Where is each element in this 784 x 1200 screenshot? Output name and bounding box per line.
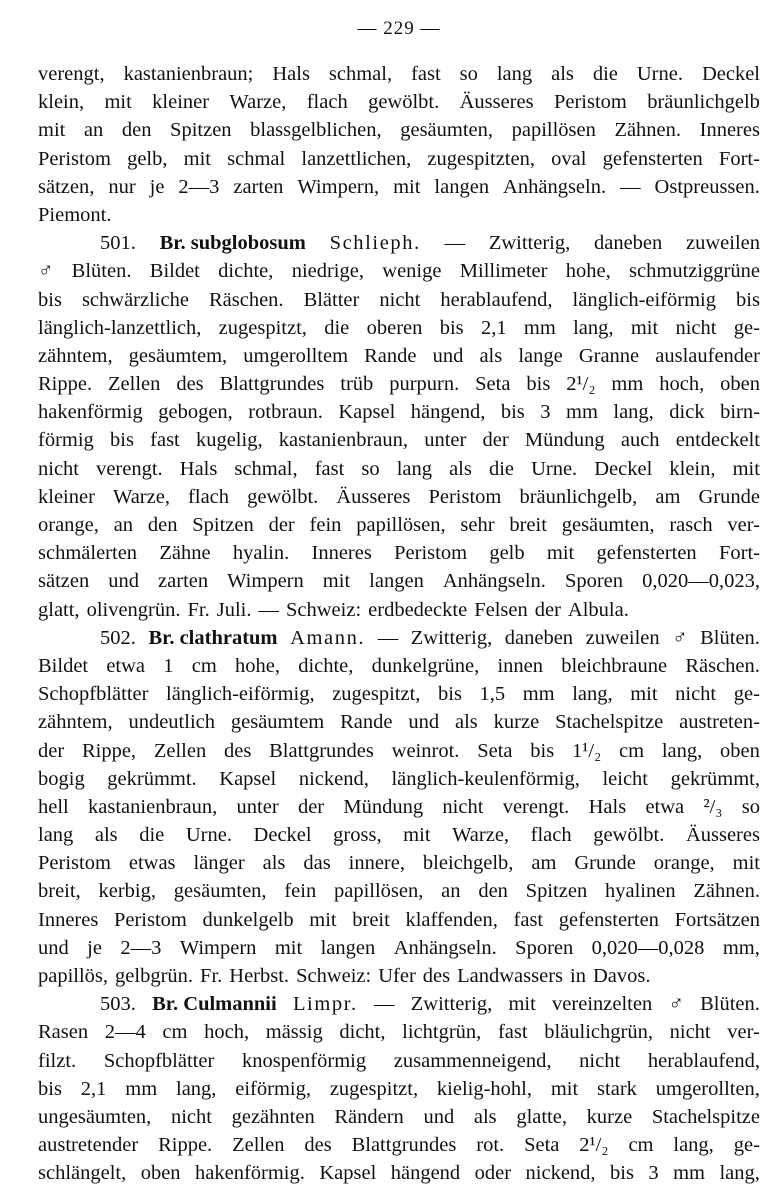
text-line: hakenförmig gebogen, rotbraun. Kapsel hängend, bis 3 mm lang, dick birn-	[38, 401, 760, 424]
text-line: hell kastanienbraun, unter der Mündung nicht verengt. Hals etwa ²/₃ so	[38, 795, 760, 818]
text-line: ungesäumten, nicht gezähnten Rändern und als glatte, kurze Stachelspitze	[38, 1105, 760, 1128]
entry-heading-line: 501. Br. subglobosum Schlieph. — Zwitterig, daneben zuweilen	[38, 229, 760, 257]
text-line: klein, mit kleiner Warze, flach gewölbt. Äusseres Peristom bräunlichgelb	[38, 91, 760, 114]
text-line: zähntem, gesäumtem, umgerolltem Rande und als lange Granne auslaufender	[38, 344, 760, 367]
text-line: breit, kerbig, gesäumten, fein papillösen, an den Spitzen hyalinen Zähnen.	[38, 880, 760, 903]
entry-heading-line: 502. Br. clathratum Amann. — Zwitterig, daneben zuweilen ♂ Blüten.	[38, 624, 760, 652]
text-line: Bildet etwa 1 cm hohe, dichte, dunkelgrüne, innen bleichbraune Räschen.	[38, 654, 760, 677]
text-line: verengt, kastanienbraun; Hals schmal, fast so lang als die Urne. Deckel	[38, 63, 760, 85]
text-line: förmig bis fast kugelig, kastanienbraun, unter der Mündung auch entdeckelt	[38, 429, 760, 452]
text-line: der Rippe, Zellen des Blattgrundes weinrot. Seta bis 1¹/₂ cm lang, oben	[38, 739, 760, 762]
author-name: Schlieph.	[329, 232, 421, 255]
text-line: papillös, gelbgrün. Fr. Herbst. Schweiz: Ufer des Landwassers in Davos.	[38, 965, 651, 987]
paragraph	[38, 60, 760, 229]
text-line: orange, an den Spitzen der fein papillösen, sehr breit gesäumten, rasch ver-	[38, 514, 760, 536]
paragraph	[38, 990, 760, 1187]
text-line: und je 2—3 Wimpern mit langen Anhängseln. Sporen 0,020—0,028 mm,	[38, 936, 760, 959]
text-line: zähntem, undeutlich gesäumtem Rande und als kurze Stachelspitze austreten-	[38, 711, 760, 734]
text-line: nicht verengt. Hals schmal, fast so lang als die Urne. Deckel klein, mit	[38, 457, 760, 480]
author-name: Amann.	[290, 626, 366, 649]
text-line: mit an den Spitzen blassgelblichen, gesäumten, papillösen Zähnen. Inneres	[38, 119, 760, 142]
text-line: ♂ Blüten. Bildet dichte, niedrige, wenige Millimeter hohe, schmutziggrüne	[38, 260, 760, 283]
entry-number: 502.	[100, 626, 136, 649]
text-line: Inneres Peristom dunkelgelb mit breit klaffenden, fast gefensterten Fortsätzen	[38, 908, 760, 931]
text-line: bis 2,1 mm lang, eiförmig, zugespitzt, kielig-hohl, mit stark umgerollten,	[38, 1077, 760, 1100]
author-name: Limpr.	[292, 993, 358, 1016]
text-line: Peristom gelb, mit schmal lanzettlichen, zugespitzten, oval gefensterten Fort-	[38, 147, 760, 170]
text-line: länglich-lanzettlich, zugespitzt, die oberen bis 2,1 mm lang, mit nicht ge-	[38, 316, 760, 339]
text-line: austretender Rippe. Zellen des Blattgrundes rot. Seta 2¹/₂ cm lang, ge-	[38, 1134, 760, 1157]
text-line: lang als die Urne. Deckel gross, mit Warze, flach gewölbt. Äusseres	[38, 824, 760, 847]
entry-heading-line: 503. Br. Culmannii Limpr. — Zwitterig, mit vereinzelten ♂ Blüten.	[38, 990, 760, 1018]
text-line: Rasen 2—4 cm hoch, mässig dicht, lichtgrün, fast bläulichgrün, nicht ver-	[38, 1021, 760, 1044]
text-body	[38, 60, 760, 1188]
text-line: bis schwärzliche Räschen. Blätter nicht herablaufend, länglich-eiförmig bis	[38, 288, 760, 311]
text-line: filzt. Schopfblätter knospenförmig zusammenneigend, nicht herablaufend,	[38, 1049, 760, 1072]
text-line: sätzen, nur je 2—3 zarten Wimpern, mit langen Anhängseln. — Ostpreussen.	[38, 175, 760, 198]
text-line: kleiner Warze, flach gewölbt. Äusseres Peristom bräunlichgelb, am Grunde	[38, 485, 760, 508]
species-name: Br. subglobosum	[159, 232, 306, 255]
text-line: Schopfblätter länglich-eiförmig, zugespitzt, bis 1,5 mm lang, mit nicht ge-	[38, 683, 760, 706]
text-line: schlängelt, oben hakenförmig. Kapsel hängend oder nickend, bis 3 mm lang,	[38, 1162, 760, 1185]
text-line: bogig gekrümmt. Kapsel nickend, länglich-keulenförmig, leicht gekrümmt,	[38, 767, 760, 790]
paragraph	[38, 229, 760, 624]
text-line: schmälerten Zähne hyalin. Inneres Peristom gelb mit gefensterten Fort-	[38, 542, 760, 565]
page-number: — 229 —	[357, 18, 441, 39]
text-line: Piemont.	[38, 203, 112, 226]
text-line: Rippe. Zellen des Blattgrundes trüb purpurn. Seta bis 2¹/₂ mm hoch, oben	[38, 373, 760, 396]
species-name: Br. Culmannii	[152, 993, 277, 1016]
text-line: glatt, olivengrün. Fr. Juli. — Schweiz: erdbedeckte Felsen der Albula.	[38, 598, 629, 621]
entry-number: 501.	[100, 232, 136, 255]
text-line: sätzen und zarten Wimpern mit langen Anhängseln. Sporen 0,020—0,023,	[38, 570, 760, 593]
entry-number: 503.	[100, 993, 136, 1016]
paragraph	[38, 624, 760, 990]
text-line: Peristom etwas länger als das innere, bleichgelb, am Grunde orange, mit	[38, 852, 760, 875]
species-name: Br. clathratum	[148, 626, 278, 649]
